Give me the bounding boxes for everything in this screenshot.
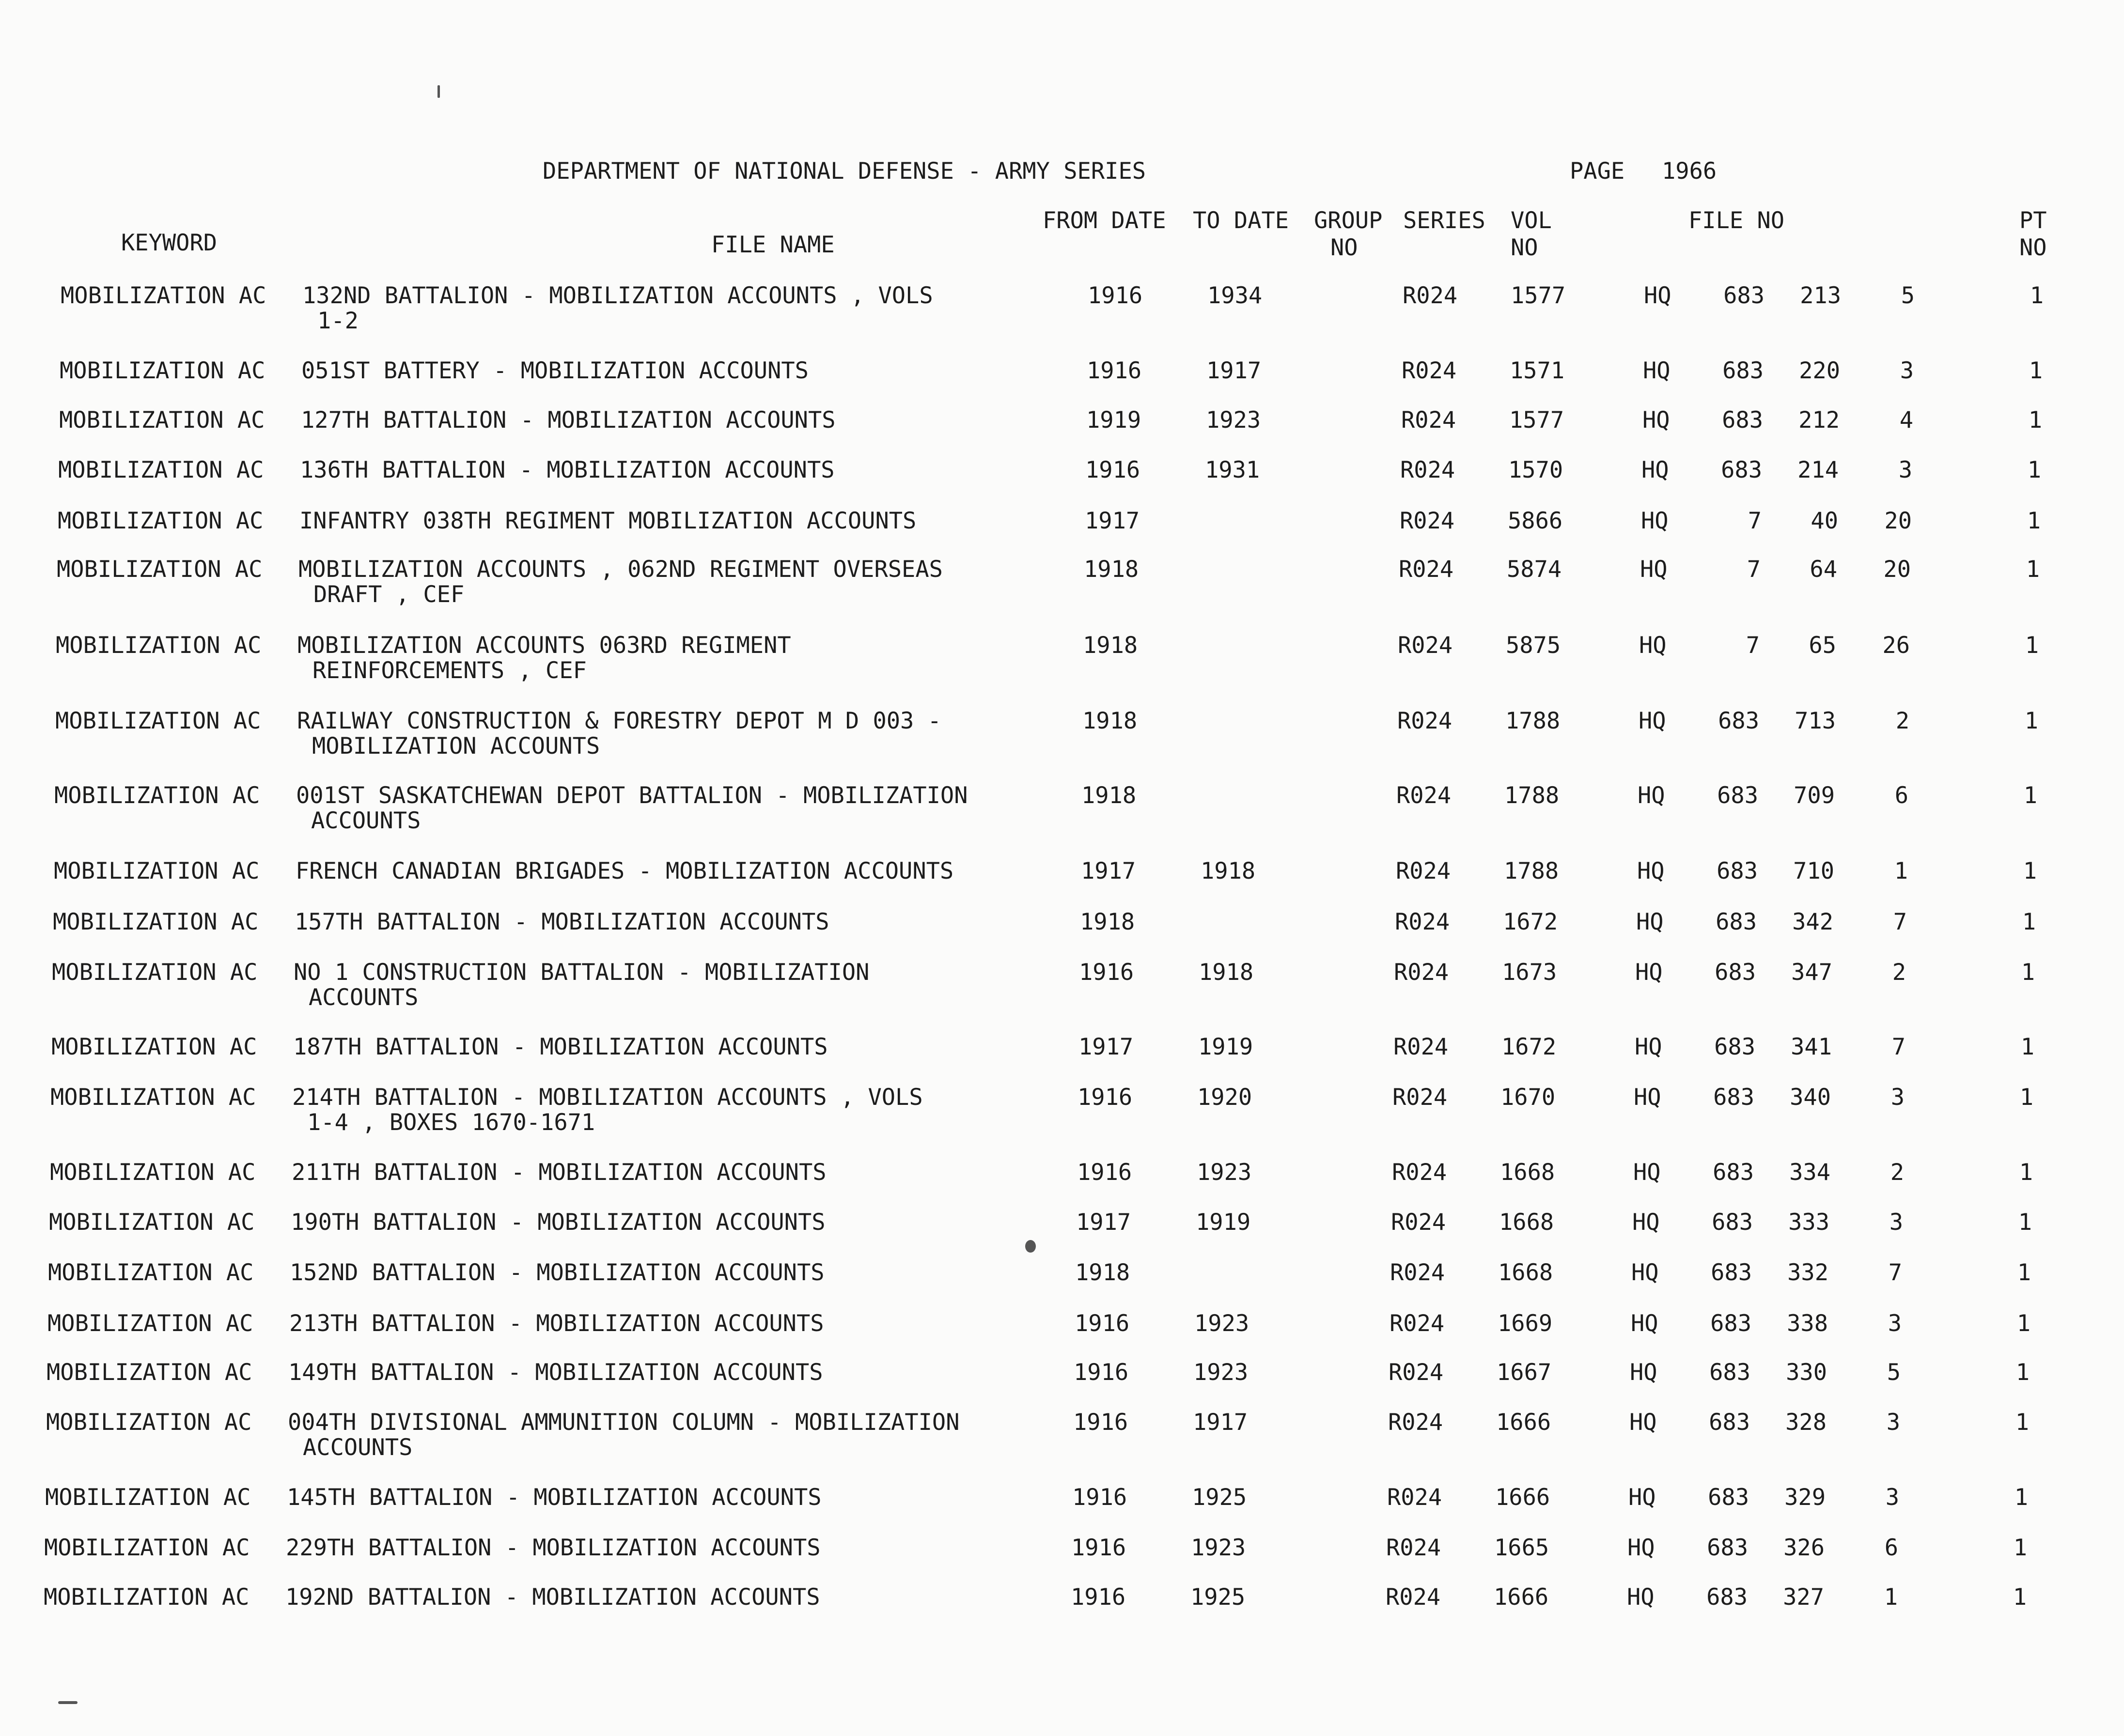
- row-vol-no: 1788: [1505, 708, 1561, 734]
- row-file-no-prefix: HQ: [1630, 1359, 1657, 1386]
- row-keyword: MOBILIZATION AC: [58, 457, 264, 483]
- row-series: R024: [1389, 1359, 1444, 1386]
- row-keyword: MOBILIZATION AC: [54, 858, 260, 884]
- row-file-name: 152ND BATTALION - MOBILIZATION ACCOUNTS: [290, 1259, 825, 1286]
- row-file-no-part2: 713: [1795, 708, 1836, 734]
- row-series: R024: [1390, 1259, 1445, 1286]
- row-pt-no: 1: [2028, 407, 2042, 434]
- row-file-no-part3: 26: [1882, 632, 1910, 659]
- row-file-no-prefix: HQ: [1629, 1409, 1657, 1436]
- row-file-no-prefix: HQ: [1641, 508, 1669, 534]
- row-file-no-prefix: HQ: [1633, 1159, 1661, 1186]
- row-keyword: MOBILIZATION AC: [52, 959, 258, 986]
- row-file-no-part1: 683: [1707, 1534, 1748, 1561]
- row-series: R024: [1396, 858, 1451, 884]
- row-file-no-part2: 220: [1799, 357, 1840, 384]
- row-keyword: MOBILIZATION AC: [50, 1159, 256, 1186]
- row-vol-no: 1788: [1504, 858, 1559, 884]
- row-file-no-part3: 3: [1900, 357, 1914, 384]
- row-to-date: 1923: [1194, 1310, 1249, 1337]
- row-file-name: NO 1 CONSTRUCTION BATTALION - MOBILIZATION: [294, 959, 870, 986]
- row-file-no-part1: 683: [1722, 407, 1763, 434]
- row-file-no-prefix: HQ: [1638, 782, 1665, 809]
- row-to-date: 1917: [1193, 1409, 1248, 1436]
- row-pt-no: 1: [2018, 1209, 2032, 1236]
- row-pt-no: 1: [2024, 708, 2038, 734]
- row-pt-no: 1: [2019, 1084, 2033, 1111]
- row-from-date: 1916: [1071, 1584, 1126, 1611]
- row-file-no-part1: 683: [1706, 1584, 1748, 1611]
- row-file-no-prefix: HQ: [1641, 457, 1669, 483]
- row-vol-no: 5874: [1507, 556, 1562, 583]
- row-keyword: MOBILIZATION AC: [53, 909, 259, 935]
- row-file-no-part1: 683: [1709, 1359, 1750, 1386]
- row-from-date: 1917: [1076, 1209, 1131, 1236]
- row-keyword: MOBILIZATION AC: [48, 1259, 254, 1286]
- row-file-name-continued: ACCOUNTS: [303, 1434, 413, 1461]
- row-file-no-part3: 6: [1894, 782, 1908, 809]
- row-file-no-part1: 683: [1708, 1484, 1749, 1511]
- row-file-no-part1: 683: [1713, 1159, 1754, 1186]
- row-file-no-part1: 683: [1712, 1209, 1753, 1236]
- row-from-date: 1919: [1086, 407, 1141, 434]
- row-from-date: 1916: [1088, 282, 1143, 309]
- column-header-from-date: FROM DATE: [1043, 207, 1166, 234]
- row-pt-no: 1: [2015, 1359, 2030, 1386]
- row-series: R024: [1396, 782, 1452, 809]
- row-vol-no: 1666: [1495, 1484, 1550, 1511]
- row-vol-no: 1666: [1496, 1409, 1551, 1436]
- row-to-date: 1918: [1201, 858, 1256, 884]
- row-file-no-part1: 683: [1714, 1034, 1755, 1060]
- row-to-date: 1923: [1206, 407, 1261, 434]
- column-header-vol: VOL: [1511, 207, 1552, 234]
- row-file-name: 149TH BATTALION - MOBILIZATION ACCOUNTS: [288, 1359, 823, 1386]
- row-vol-no: 1667: [1497, 1359, 1552, 1386]
- row-file-no-prefix: HQ: [1637, 858, 1665, 884]
- row-series: R024: [1400, 508, 1455, 534]
- row-to-date: 1925: [1190, 1584, 1246, 1611]
- row-to-date: 1931: [1205, 457, 1260, 483]
- row-from-date: 1916: [1074, 1359, 1129, 1386]
- row-keyword: MOBILIZATION AC: [51, 1034, 257, 1060]
- row-file-name-continued: DRAFT , CEF: [313, 581, 465, 608]
- row-pt-no: 1: [2019, 1159, 2033, 1186]
- row-file-no-part3: 20: [1883, 556, 1911, 583]
- row-file-no-prefix: HQ: [1636, 909, 1664, 935]
- row-pt-no: 1: [2022, 909, 2036, 935]
- row-file-no-part2: 342: [1792, 909, 1833, 935]
- row-file-name-continued: MOBILIZATION ACCOUNTS: [312, 733, 600, 760]
- row-file-no-part2: 213: [1800, 282, 1841, 309]
- row-series: R024: [1386, 1534, 1441, 1561]
- row-to-date: 1925: [1192, 1484, 1247, 1511]
- row-file-name: 132ND BATTALION - MOBILIZATION ACCOUNTS , VOLS: [302, 282, 933, 309]
- row-pt-no: 1: [2020, 1034, 2034, 1060]
- row-file-no-part2: 40: [1811, 508, 1838, 534]
- row-file-no-part1: 683: [1715, 959, 1756, 986]
- row-file-name: 145TH BATTALION - MOBILIZATION ACCOUNTS: [287, 1484, 822, 1511]
- row-file-no-part3: 5: [1887, 1359, 1901, 1386]
- row-file-no-part3: 20: [1884, 508, 1912, 534]
- row-from-date: 1916: [1085, 457, 1140, 483]
- row-keyword: MOBILIZATION AC: [58, 508, 264, 534]
- column-header-keyword: KEYWORD: [121, 230, 218, 256]
- row-file-no-part1: 7: [1747, 556, 1761, 583]
- row-keyword: MOBILIZATION AC: [57, 556, 263, 583]
- row-keyword: MOBILIZATION AC: [45, 1484, 251, 1511]
- row-file-no-part3: 2: [1890, 1159, 1904, 1186]
- row-file-name: 229TH BATTALION - MOBILIZATION ACCOUNTS: [286, 1534, 821, 1561]
- row-file-no-part2: 709: [1794, 782, 1835, 809]
- row-pt-no: 1: [2023, 858, 2037, 884]
- row-file-no-part2: 341: [1791, 1034, 1832, 1060]
- row-file-name: 001ST SASKATCHEWAN DEPOT BATTALION - MOBILIZATION: [296, 782, 968, 809]
- row-vol-no: 1668: [1500, 1159, 1555, 1186]
- row-keyword: MOBILIZATION AC: [61, 282, 266, 309]
- scan-speck: [437, 85, 440, 98]
- row-keyword: MOBILIZATION AC: [47, 1310, 253, 1337]
- row-vol-no: 1670: [1500, 1084, 1556, 1111]
- row-from-date: 1916: [1075, 1310, 1130, 1337]
- row-vol-no: 1666: [1494, 1584, 1549, 1611]
- row-file-name: 187TH BATTALION - MOBILIZATION ACCOUNTS: [293, 1034, 828, 1060]
- column-header-file-no: FILE NO: [1688, 207, 1785, 234]
- row-file-no-prefix: HQ: [1642, 407, 1670, 434]
- page-title: DEPARTMENT OF NATIONAL DEFENSE - ARMY SERIES: [543, 158, 1146, 185]
- row-file-name: 214TH BATTALION - MOBILIZATION ACCOUNTS , VOLS: [292, 1084, 923, 1111]
- row-file-no-part1: 683: [1723, 282, 1765, 309]
- row-file-no-part2: 326: [1783, 1534, 1825, 1561]
- row-pt-no: 1: [2025, 632, 2039, 659]
- row-series: R024: [1402, 357, 1457, 384]
- row-file-no-prefix: HQ: [1631, 1259, 1659, 1286]
- row-series: R024: [1400, 457, 1455, 483]
- row-file-no-part1: 683: [1710, 1310, 1751, 1337]
- row-to-date: 1918: [1199, 959, 1254, 986]
- row-file-name: FRENCH CANADIAN BRIGADES - MOBILIZATION ACCOUNTS: [296, 858, 954, 884]
- row-file-no-part3: 1: [1894, 858, 1908, 884]
- scan-speck: [1025, 1240, 1036, 1253]
- row-series: R024: [1397, 708, 1452, 734]
- row-file-no-part3: 7: [1893, 909, 1907, 935]
- row-file-name: 004TH DIVISIONAL AMMUNITION COLUMN - MOBILIZATION: [288, 1409, 960, 1436]
- row-file-no-part2: 332: [1787, 1259, 1828, 1286]
- row-file-no-part3: 4: [1899, 407, 1913, 434]
- row-keyword: MOBILIZATION AC: [55, 708, 261, 734]
- row-vol-no: 1665: [1494, 1534, 1549, 1561]
- row-file-no-part2: 64: [1810, 556, 1837, 583]
- row-series: R024: [1390, 1310, 1445, 1337]
- row-file-no-part3: 7: [1888, 1259, 1902, 1286]
- scan-speck: [58, 1701, 78, 1704]
- row-pt-no: 1: [2027, 457, 2041, 483]
- row-pt-no: 1: [2013, 1584, 2027, 1611]
- row-from-date: 1918: [1084, 556, 1139, 583]
- row-pt-no: 1: [2027, 508, 2041, 534]
- column-header-pt-no: NO: [2019, 234, 2047, 261]
- row-file-no-prefix: HQ: [1628, 1484, 1656, 1511]
- row-series: R024: [1399, 556, 1454, 583]
- row-file-no-part2: 328: [1785, 1409, 1827, 1436]
- row-from-date: 1916: [1072, 1484, 1127, 1511]
- row-vol-no: 5875: [1506, 632, 1561, 659]
- row-file-no-part2: 347: [1791, 959, 1832, 986]
- row-pt-no: 1: [2014, 1484, 2028, 1511]
- row-vol-no: 1788: [1504, 782, 1560, 809]
- row-vol-no: 1570: [1508, 457, 1563, 483]
- row-to-date: 1919: [1198, 1034, 1253, 1060]
- column-header-group: GROUP: [1314, 207, 1383, 234]
- row-file-no-part1: 683: [1713, 1084, 1754, 1111]
- row-file-name: 127TH BATTALION - MOBILIZATION ACCOUNTS: [301, 407, 836, 434]
- column-header-group-no: NO: [1330, 234, 1358, 261]
- row-file-no-part3: 3: [1898, 457, 1912, 483]
- row-series: R024: [1403, 282, 1458, 309]
- row-file-name: 051ST BATTERY - MOBILIZATION ACCOUNTS: [301, 357, 809, 384]
- row-file-no-part1: 7: [1748, 508, 1762, 534]
- row-pt-no: 1: [2021, 959, 2035, 986]
- row-file-no-part3: 3: [1890, 1084, 1905, 1111]
- row-file-no-part2: 333: [1788, 1209, 1829, 1236]
- row-vol-no: 1672: [1501, 1034, 1557, 1060]
- row-keyword: MOBILIZATION AC: [54, 782, 260, 809]
- row-file-name-continued: ACCOUNTS: [311, 807, 421, 834]
- row-file-no-prefix: HQ: [1639, 708, 1666, 734]
- row-file-no-prefix: HQ: [1627, 1534, 1655, 1561]
- row-series: R024: [1398, 632, 1453, 659]
- row-from-date: 1917: [1085, 508, 1140, 534]
- row-from-date: 1918: [1075, 1259, 1130, 1286]
- row-file-no-part1: 683: [1722, 357, 1764, 384]
- row-pt-no: 1: [2013, 1534, 2027, 1561]
- row-file-no-prefix: HQ: [1639, 632, 1667, 659]
- page-number: 1966: [1662, 158, 1717, 185]
- row-file-no-part3: 1: [1884, 1584, 1898, 1611]
- row-file-no-part2: 710: [1793, 858, 1834, 884]
- row-from-date: 1918: [1081, 782, 1137, 809]
- row-file-no-part1: 683: [1711, 1259, 1752, 1286]
- row-file-no-prefix: HQ: [1631, 1310, 1658, 1337]
- row-file-no-part1: 683: [1717, 782, 1758, 809]
- row-to-date: 1923: [1191, 1534, 1246, 1561]
- row-file-name: 157TH BATTALION - MOBILIZATION ACCOUNTS: [295, 909, 829, 935]
- row-file-no-prefix: HQ: [1634, 1084, 1661, 1111]
- row-pt-no: 1: [2029, 357, 2043, 384]
- row-file-no-part2: 214: [1797, 457, 1839, 483]
- row-from-date: 1916: [1079, 959, 1134, 986]
- row-file-name-continued: ACCOUNTS: [309, 984, 419, 1011]
- column-header-vol-no: NO: [1511, 234, 1538, 261]
- row-file-no-part3: 6: [1884, 1534, 1898, 1561]
- column-header-to-date: TO DATE: [1193, 207, 1289, 234]
- row-keyword: MOBILIZATION AC: [46, 1409, 252, 1436]
- row-file-no-prefix: HQ: [1632, 1209, 1660, 1236]
- row-file-name: 213TH BATTALION - MOBILIZATION ACCOUNTS: [289, 1310, 824, 1337]
- row-vol-no: 1577: [1511, 282, 1566, 309]
- row-series: R024: [1394, 959, 1449, 986]
- row-vol-no: 5866: [1508, 508, 1563, 534]
- row-file-name: 136TH BATTALION - MOBILIZATION ACCOUNTS: [300, 457, 835, 483]
- row-file-name: 211TH BATTALION - MOBILIZATION ACCOUNTS: [292, 1159, 827, 1186]
- row-vol-no: 1672: [1503, 909, 1558, 935]
- column-header-pt: PT: [2019, 207, 2047, 234]
- row-file-no-part3: 7: [1891, 1034, 1905, 1060]
- row-keyword: MOBILIZATION AC: [49, 1209, 255, 1236]
- row-series: R024: [1395, 909, 1450, 935]
- row-series: R024: [1393, 1034, 1449, 1060]
- row-file-no-prefix: HQ: [1640, 556, 1668, 583]
- row-file-no-part1: 683: [1718, 708, 1759, 734]
- row-file-no-prefix: HQ: [1644, 282, 1671, 309]
- column-header-series: SERIES: [1403, 207, 1485, 234]
- row-file-name: RAILWAY CONSTRUCTION & FORESTRY DEPOT M D 003 -: [297, 708, 941, 734]
- row-keyword: MOBILIZATION AC: [56, 632, 262, 659]
- row-file-no-part2: 340: [1790, 1084, 1831, 1111]
- row-vol-no: 1673: [1502, 959, 1557, 986]
- row-keyword: MOBILIZATION AC: [59, 407, 265, 434]
- row-file-no-part2: 334: [1789, 1159, 1830, 1186]
- row-file-name: 190TH BATTALION - MOBILIZATION ACCOUNTS: [291, 1209, 826, 1236]
- row-from-date: 1918: [1082, 708, 1138, 734]
- row-file-no-part2: 327: [1783, 1584, 1824, 1611]
- row-keyword: MOBILIZATION AC: [60, 357, 266, 384]
- row-file-name-continued: REINFORCEMENTS , CEF: [312, 657, 587, 684]
- row-file-no-part3: 3: [1889, 1209, 1903, 1236]
- row-file-no-part3: 2: [1895, 708, 1909, 734]
- row-file-name-continued: 1-4 , BOXES 1670-1671: [307, 1109, 595, 1136]
- row-to-date: 1920: [1197, 1084, 1252, 1111]
- row-to-date: 1923: [1197, 1159, 1252, 1186]
- row-pt-no: 1: [2030, 282, 2044, 309]
- row-from-date: 1918: [1083, 632, 1138, 659]
- row-keyword: MOBILIZATION AC: [44, 1584, 250, 1611]
- row-to-date: 1917: [1206, 357, 1262, 384]
- column-header-file-name: FILE NAME: [711, 232, 835, 258]
- row-keyword: MOBILIZATION AC: [47, 1359, 252, 1386]
- row-file-name: 192ND BATTALION - MOBILIZATION ACCOUNTS: [285, 1584, 820, 1611]
- row-file-no-part2: 330: [1786, 1359, 1827, 1386]
- row-pt-no: 1: [2016, 1310, 2030, 1337]
- row-file-name: MOBILIZATION ACCOUNTS , 062ND REGIMENT OVERSEAS: [298, 556, 943, 583]
- row-series: R024: [1392, 1159, 1447, 1186]
- row-pt-no: 1: [2023, 782, 2037, 809]
- row-file-no-part2: 65: [1809, 632, 1836, 659]
- row-file-no-part2: 212: [1798, 407, 1840, 434]
- row-from-date: 1916: [1071, 1534, 1126, 1561]
- row-file-no-prefix: HQ: [1627, 1584, 1655, 1611]
- row-from-date: 1917: [1078, 1034, 1134, 1060]
- row-file-no-prefix: HQ: [1635, 1034, 1662, 1060]
- row-file-no-part3: 2: [1892, 959, 1906, 986]
- row-vol-no: 1668: [1498, 1259, 1553, 1286]
- row-file-no-prefix: HQ: [1643, 357, 1671, 384]
- row-to-date: 1923: [1193, 1359, 1249, 1386]
- row-file-no-part2: 338: [1787, 1310, 1828, 1337]
- row-file-name: MOBILIZATION ACCOUNTS 063RD REGIMENT: [297, 632, 791, 659]
- row-pt-no: 1: [2026, 556, 2040, 583]
- row-series: R024: [1388, 1409, 1443, 1436]
- row-file-no-part3: 3: [1885, 1484, 1899, 1511]
- row-vol-no: 1668: [1499, 1209, 1554, 1236]
- row-keyword: MOBILIZATION AC: [50, 1084, 256, 1111]
- row-file-no-part1: 7: [1746, 632, 1760, 659]
- row-series: R024: [1392, 1084, 1448, 1111]
- row-vol-no: 1669: [1498, 1310, 1553, 1337]
- page-label: PAGE: [1570, 158, 1625, 185]
- row-keyword: MOBILIZATION AC: [44, 1534, 250, 1561]
- row-file-name-continued: 1-2: [317, 308, 359, 334]
- row-file-no-prefix: HQ: [1635, 959, 1663, 986]
- row-from-date: 1916: [1077, 1159, 1132, 1186]
- row-series: R024: [1386, 1584, 1441, 1611]
- row-file-no-part3: 3: [1886, 1409, 1900, 1436]
- row-to-date: 1919: [1196, 1209, 1251, 1236]
- row-from-date: 1918: [1080, 909, 1135, 935]
- row-file-no-part1: 683: [1709, 1409, 1750, 1436]
- row-pt-no: 1: [2015, 1409, 2029, 1436]
- row-series: R024: [1387, 1484, 1442, 1511]
- row-file-no-part3: 5: [1901, 282, 1915, 309]
- row-vol-no: 1577: [1509, 407, 1564, 434]
- row-file-no-part2: 329: [1784, 1484, 1826, 1511]
- row-from-date: 1916: [1087, 357, 1142, 384]
- row-file-name: INFANTRY 038TH REGIMENT MOBILIZATION ACCOUNTS: [299, 508, 917, 534]
- row-from-date: 1916: [1078, 1084, 1133, 1111]
- row-pt-no: 1: [2017, 1259, 2031, 1286]
- row-from-date: 1916: [1073, 1409, 1128, 1436]
- row-file-no-part1: 683: [1716, 909, 1757, 935]
- row-vol-no: 1571: [1510, 357, 1565, 384]
- row-to-date: 1934: [1207, 282, 1263, 309]
- row-from-date: 1917: [1081, 858, 1136, 884]
- row-series: R024: [1401, 407, 1456, 434]
- row-file-no-part1: 683: [1717, 858, 1758, 884]
- row-file-no-part3: 3: [1888, 1310, 1902, 1337]
- row-file-no-part1: 683: [1721, 457, 1762, 483]
- row-series: R024: [1391, 1209, 1446, 1236]
